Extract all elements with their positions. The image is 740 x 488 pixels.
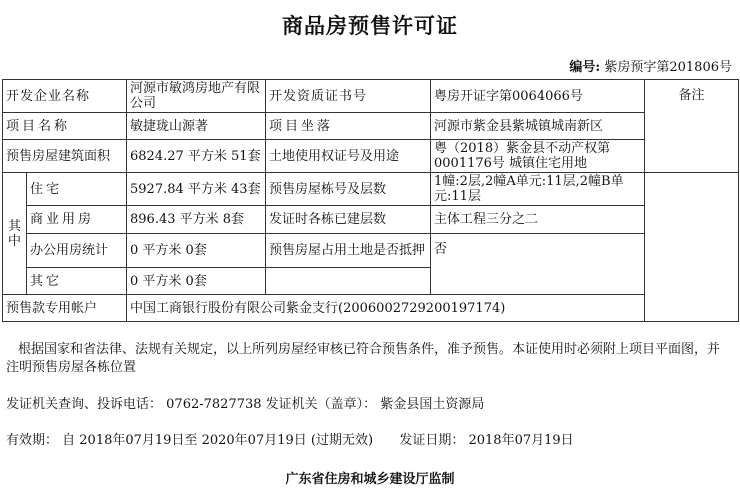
issue-date-value: 2018年07月19日 — [468, 433, 574, 448]
building-floors-label: 预售房屋栋号及层数 — [266, 173, 431, 206]
of-which-label — [3, 173, 27, 295]
of-which-char-2: 中 — [7, 233, 21, 249]
presale-area-value: 6824.27 平方米 51套 — [127, 140, 266, 173]
table-row — [3, 140, 739, 173]
validity-line — [6, 432, 574, 450]
residential-value: 5927.84 平方米 43套 — [127, 173, 266, 206]
office-label: 办公用房统计 — [27, 234, 127, 268]
issuer-value: 紫金县国土资源局 — [380, 397, 485, 412]
escrow-account-value: 中国工商银行股份有限公司紫金支行(2006002729200197174) — [127, 295, 645, 322]
supervisor-footer: 广东省住房和城乡建设厅监制 — [285, 472, 455, 487]
permit-table — [2, 79, 739, 322]
contact-line — [6, 396, 484, 414]
table-row — [3, 113, 739, 140]
commercial-value: 896.43 平方米 8套 — [127, 206, 266, 234]
other-label: 其它 — [27, 268, 127, 295]
remark-content — [645, 173, 739, 322]
developer-label: 开发企业名称 — [3, 80, 127, 113]
empty-cell — [266, 268, 431, 295]
project-name-value: 敏捷珑山源著 — [127, 113, 266, 140]
table-row — [3, 295, 739, 322]
of-which-char-1: 其 — [7, 218, 21, 234]
commercial-label: 商业用房 — [27, 206, 127, 234]
land-certificate-label: 土地使用权证号及用途 — [266, 140, 431, 173]
phone-value: 0762-7827738 — [166, 397, 262, 412]
legal-statement: 根据国家和省法律、法规有关规定，以上所列房屋经审核已符合预售条件，准予预售。本证使用时必须附上项目平面图，并注明预售房屋各栋位置 — [6, 342, 721, 375]
project-location-value: 河源市紫金县紫城镇城南新区 — [431, 113, 645, 140]
project-location-label: 项目坐落 — [266, 113, 431, 140]
qualification-value: 粤房开证字第0064066号 — [431, 80, 645, 113]
land-certificate-value: 粤（2018）紫金县不动产权第0001176号 城镇住宅用地 — [431, 140, 645, 173]
table-row — [3, 206, 739, 234]
table-row — [3, 80, 739, 113]
certificate-number-value: 紫房预字第201806号 — [604, 60, 732, 75]
project-name-label: 项目名称 — [3, 113, 127, 140]
certificate-title: 商品房预售许可证 — [282, 13, 458, 38]
mortgage-label: 预售房屋占用土地是否抵押 — [266, 234, 431, 268]
built-floors-value: 主体工程三分之二 — [431, 206, 645, 234]
built-floors-label: 发证时各栋已建层数 — [266, 206, 431, 234]
certificate-number-label: 编号: — [569, 60, 601, 75]
qualification-label: 开发资质证书号 — [266, 80, 431, 113]
other-value: 0 平方米 0套 — [127, 268, 266, 295]
certificate-number — [569, 56, 732, 75]
presale-area-label: 预售房屋建筑面积 — [3, 140, 127, 173]
developer-value: 河源市敏鸿房地产有限公司 — [127, 80, 266, 113]
issue-date-label: 发证日期： — [399, 433, 465, 448]
office-value: 0 平方米 0套 — [127, 234, 266, 268]
table-row — [3, 234, 739, 268]
mortgage-value: 否 — [431, 234, 645, 295]
table-row — [3, 173, 739, 206]
escrow-account-label: 预售款专用帐户 — [3, 295, 127, 322]
validity-value: 自 2018年07月19日至 2020年07月19日 (过期无效) — [62, 433, 374, 448]
residential-label: 住宅 — [27, 173, 127, 206]
validity-label: 有效期： — [6, 433, 59, 448]
remark-label: 备注 — [645, 80, 739, 173]
phone-label: 发证机关查询、投诉电话： — [6, 397, 163, 412]
building-floors-value: 1幢:2层,2幢A单元:11层,2幢B单元:11层 — [431, 173, 645, 206]
issuer-label: 发证机关（盖章）： — [265, 397, 377, 412]
